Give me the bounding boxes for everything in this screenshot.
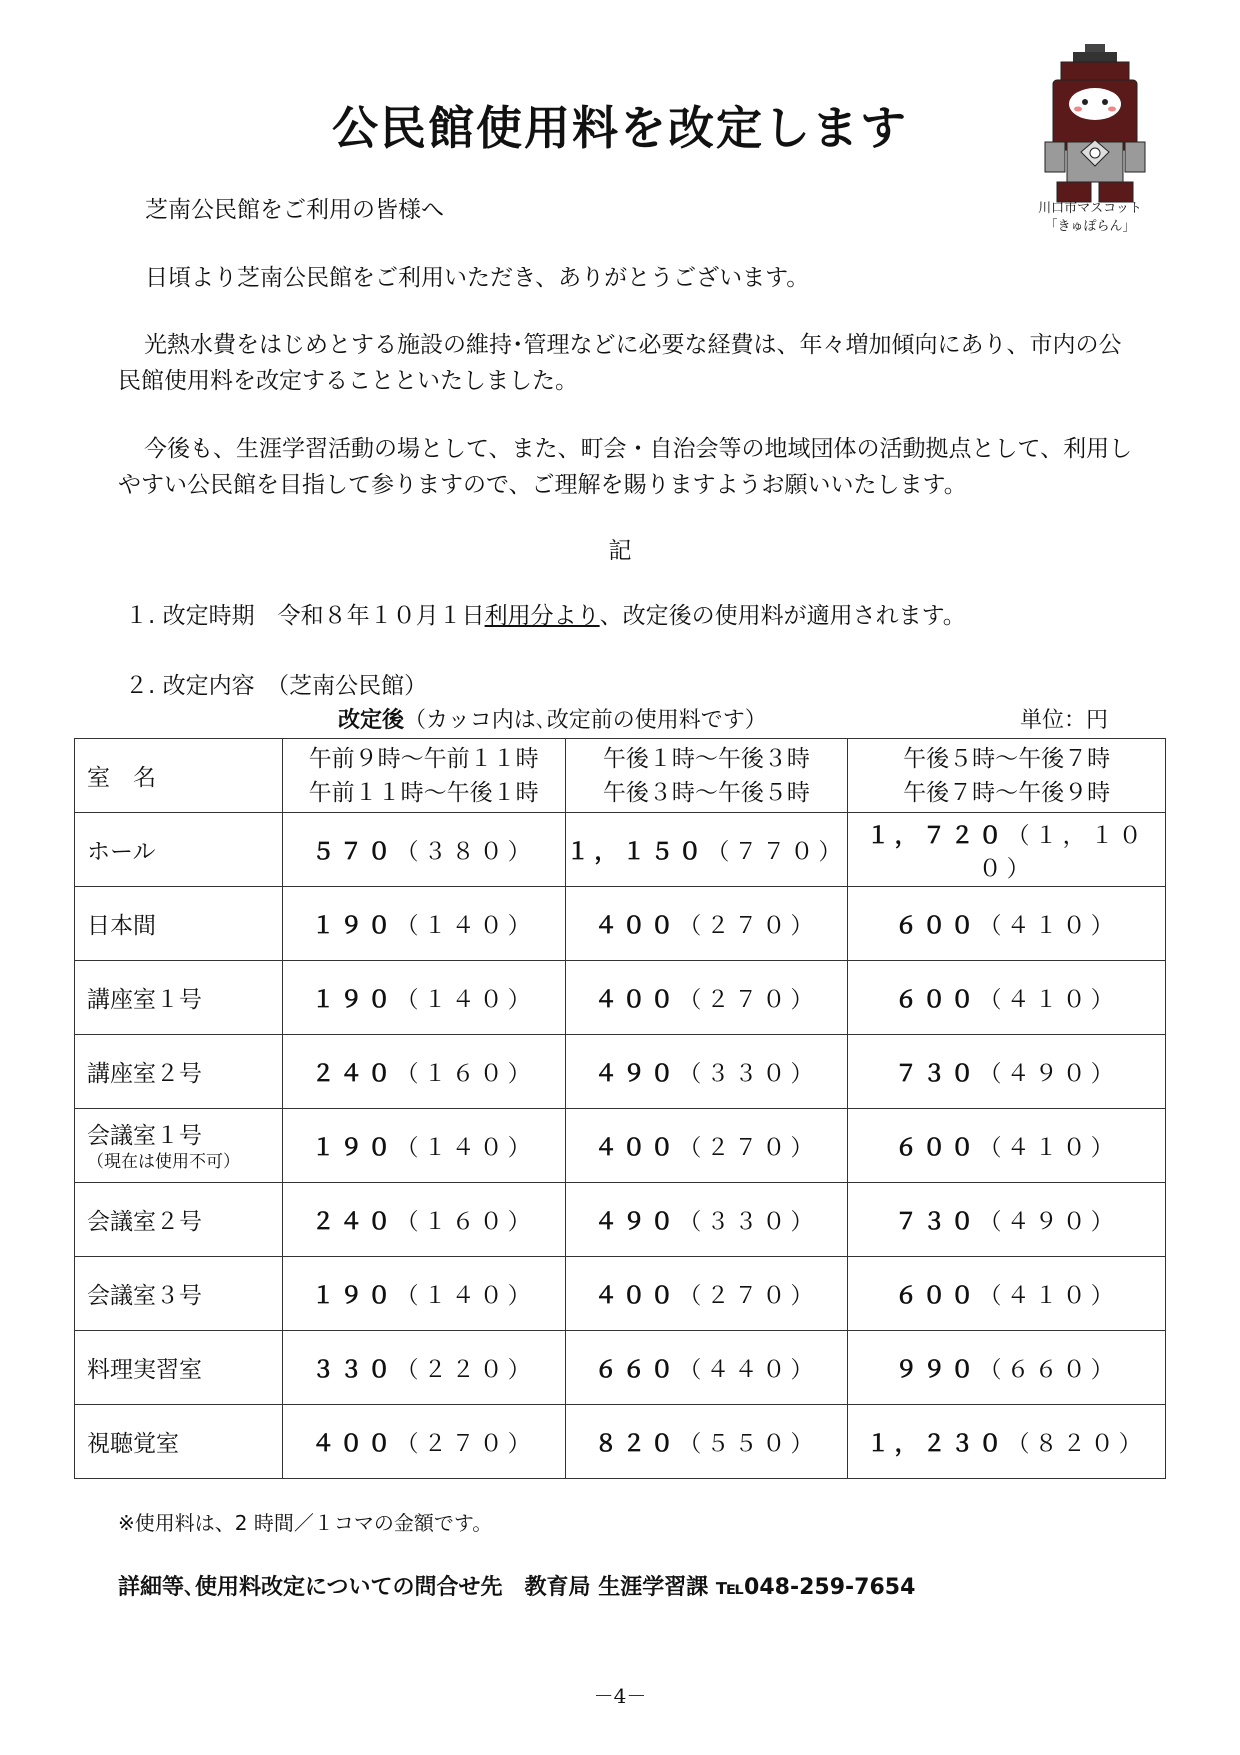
old-fee: （１４０）	[395, 1283, 536, 1309]
new-fee: １９０	[311, 913, 396, 939]
old-fee: （３８０）	[395, 839, 536, 865]
old-fee: （４１０）	[978, 913, 1119, 939]
table-header-row	[75, 739, 1166, 813]
fee-cell	[565, 961, 848, 1035]
old-fee: （３３０）	[678, 1209, 819, 1235]
caption-bold: 改定後	[338, 708, 405, 733]
ki-heading: 記	[608, 538, 632, 564]
page-number: －4－	[593, 1684, 647, 1708]
room-name: 会議室１号	[87, 1123, 202, 1149]
fee-cell	[565, 1109, 848, 1183]
item1-suffix: 、改定後の使用料が適用されます。	[599, 603, 966, 629]
new-fee: ６００	[894, 987, 979, 1013]
room-note: （現在は使用不可）	[87, 1152, 240, 1172]
item1-underlined: 利用分より	[484, 603, 600, 629]
new-fee: １９０	[311, 987, 396, 1013]
room-name: 日本間	[87, 913, 156, 939]
fee-cell	[282, 813, 565, 887]
old-fee: （２７０）	[395, 1431, 536, 1457]
mascot-caption-line2: 「きゅぽらん」	[1044, 219, 1136, 234]
room-name-cell	[75, 1035, 283, 1109]
table-row	[75, 887, 1166, 961]
new-fee: １，７２０	[866, 822, 1007, 849]
new-fee: ６００	[894, 913, 979, 939]
column-header-line1: 午後１時～午後３時	[602, 745, 810, 772]
fee-cell	[565, 813, 848, 887]
room-name-cell	[75, 813, 283, 887]
table-row	[75, 1257, 1166, 1331]
old-fee: （１４０）	[395, 913, 536, 939]
fee-cell	[282, 1331, 565, 1405]
old-fee: （１６０）	[395, 1209, 536, 1235]
column-header	[565, 739, 848, 813]
fee-cell	[282, 1109, 565, 1183]
mascot-caption-line1: 川口市マスコット	[1038, 201, 1142, 216]
old-fee: （４１０）	[978, 1135, 1119, 1161]
fee-cell	[565, 1035, 848, 1109]
paragraph-3: 今後も、生涯学習活動の場として、また、町会・自治会等の地域団体の活動拠点として、利用しやすい公民館を目指して参りますので、ご理解を賜りますようお願いいたします。	[118, 436, 1133, 498]
old-fee: （４４０）	[678, 1357, 819, 1383]
mascot-caption	[1010, 200, 1170, 236]
fee-cell	[848, 813, 1166, 887]
old-fee: （２２０）	[395, 1357, 536, 1383]
room-header: 室 名	[75, 739, 283, 813]
old-fee: （１，１００）	[978, 822, 1147, 882]
old-fee: （４９０）	[978, 1209, 1119, 1235]
new-fee: ４９０	[594, 1209, 679, 1235]
room-name-cell	[75, 1109, 283, 1183]
unit-label: 単位：円	[1020, 708, 1109, 733]
column-header	[848, 739, 1166, 813]
contact-info: 詳細等､使用料改定についての問合せ先 教育局 生涯学習課 ℡048-259-7654	[118, 1575, 916, 1600]
room-name-cell	[75, 1331, 283, 1405]
room-name: 視聴覚室	[87, 1431, 179, 1457]
old-fee: （６６０）	[978, 1357, 1119, 1383]
room-name-cell	[75, 887, 283, 961]
fee-cell	[848, 1331, 1166, 1405]
new-fee: ２４０	[311, 1209, 396, 1235]
fee-cell	[848, 1035, 1166, 1109]
new-fee: ７３０	[894, 1209, 979, 1235]
old-fee: （８２０）	[1006, 1431, 1147, 1457]
fee-note: ※使用料は、2 時間／１コマの金額です。	[118, 1511, 493, 1535]
column-header	[282, 739, 565, 813]
fee-cell	[848, 887, 1166, 961]
old-fee: （１４０）	[395, 987, 536, 1013]
table-row	[75, 1405, 1166, 1479]
revision-content-item: ２. 改定内容 （芝南公民館）	[125, 673, 428, 699]
new-fee: ６００	[894, 1135, 979, 1161]
room-name-cell	[75, 1257, 283, 1331]
fee-table	[74, 738, 1166, 1479]
table-row	[75, 813, 1166, 887]
table-row	[75, 1183, 1166, 1257]
old-fee: （４９０）	[978, 1061, 1119, 1087]
revision-date-item	[125, 598, 966, 634]
new-fee: ８２０	[594, 1431, 679, 1457]
old-fee: （２７０）	[678, 987, 819, 1013]
room-name: 会議室２号	[87, 1209, 202, 1235]
room-name: 講座室１号	[87, 987, 202, 1013]
fee-cell	[282, 961, 565, 1035]
new-fee: １，２３０	[866, 1431, 1007, 1457]
old-fee: （２７０）	[678, 1135, 819, 1161]
column-header-line2: 午前１１時～午後１時	[308, 779, 539, 806]
column-header-line1: 午後５時～午後７時	[903, 745, 1111, 772]
room-name: 会議室３号	[87, 1283, 202, 1309]
table-caption	[338, 703, 767, 734]
fee-cell	[848, 1183, 1166, 1257]
fee-cell	[282, 1405, 565, 1479]
caption-rest: （カッコ内は､改定前の使用料です）	[404, 708, 767, 733]
old-fee: （１４０）	[395, 1135, 536, 1161]
new-fee: ４００	[594, 1135, 679, 1161]
new-fee: ９９０	[894, 1357, 979, 1383]
old-fee: （５５０）	[678, 1431, 819, 1457]
mascot-illustration	[1035, 42, 1155, 207]
table-row	[75, 1331, 1166, 1405]
column-header-line2: 午後７時～午後９時	[903, 779, 1111, 806]
room-name: ホール	[87, 839, 156, 865]
fee-cell	[848, 1405, 1166, 1479]
old-fee: （２７０）	[678, 1283, 819, 1309]
page-title: 公民館使用料を改定します	[332, 101, 908, 155]
room-name: 料理実習室	[87, 1357, 202, 1383]
new-fee: ４００	[594, 987, 679, 1013]
fee-cell	[565, 1183, 848, 1257]
new-fee: １９０	[311, 1283, 396, 1309]
room-name: 講座室２号	[87, 1061, 202, 1087]
fee-cell	[565, 1331, 848, 1405]
room-name-cell	[75, 1405, 283, 1479]
new-fee: １，１５０	[566, 839, 707, 865]
paragraph-2: 光熱水費をはじめとする施設の維持･管理などに必要な経費は、年々増加傾向にあり、市内の公民館使用料を改定することといたしました。	[118, 332, 1122, 394]
new-fee: ２４０	[311, 1061, 396, 1087]
new-fee: ４００	[594, 1283, 679, 1309]
new-fee: １９０	[311, 1135, 396, 1161]
new-fee: ６６０	[594, 1357, 679, 1383]
room-name-cell	[75, 1183, 283, 1257]
room-name-cell	[75, 961, 283, 1035]
old-fee: （１６０）	[395, 1061, 536, 1087]
fee-cell	[848, 1109, 1166, 1183]
fee-cell	[282, 1183, 565, 1257]
new-fee: ３３０	[311, 1357, 396, 1383]
fee-cell	[848, 1257, 1166, 1331]
old-fee: （４１０）	[978, 987, 1119, 1013]
fee-cell	[565, 1257, 848, 1331]
fee-cell	[282, 1257, 565, 1331]
old-fee: （７７０）	[706, 839, 847, 865]
fee-cell	[282, 1035, 565, 1109]
old-fee: （３３０）	[678, 1061, 819, 1087]
old-fee: （４１０）	[978, 1283, 1119, 1309]
paragraph-1: 日頃より芝南公民館をご利用いただき、ありがとうございます。	[145, 265, 810, 291]
column-header-line2: 午後３時～午後５時	[602, 779, 810, 806]
table-row	[75, 1109, 1166, 1183]
fee-cell	[282, 887, 565, 961]
new-fee: ６００	[894, 1283, 979, 1309]
new-fee: ７３０	[894, 1061, 979, 1087]
item1-prefix: １. 改定時期 令和８年１０月１日	[125, 603, 485, 629]
table-row	[75, 961, 1166, 1035]
table-row	[75, 1035, 1166, 1109]
fee-cell	[848, 961, 1166, 1035]
new-fee: ４００	[594, 913, 679, 939]
column-header-line1: 午前９時～午前１１時	[308, 745, 539, 772]
fee-cell	[565, 1405, 848, 1479]
new-fee: ５７０	[311, 839, 396, 865]
greeting: 芝南公民館をご利用の皆様へ	[145, 197, 444, 223]
new-fee: ４９０	[594, 1061, 679, 1087]
fee-cell	[565, 887, 848, 961]
new-fee: ４００	[311, 1431, 396, 1457]
old-fee: （２７０）	[678, 913, 819, 939]
